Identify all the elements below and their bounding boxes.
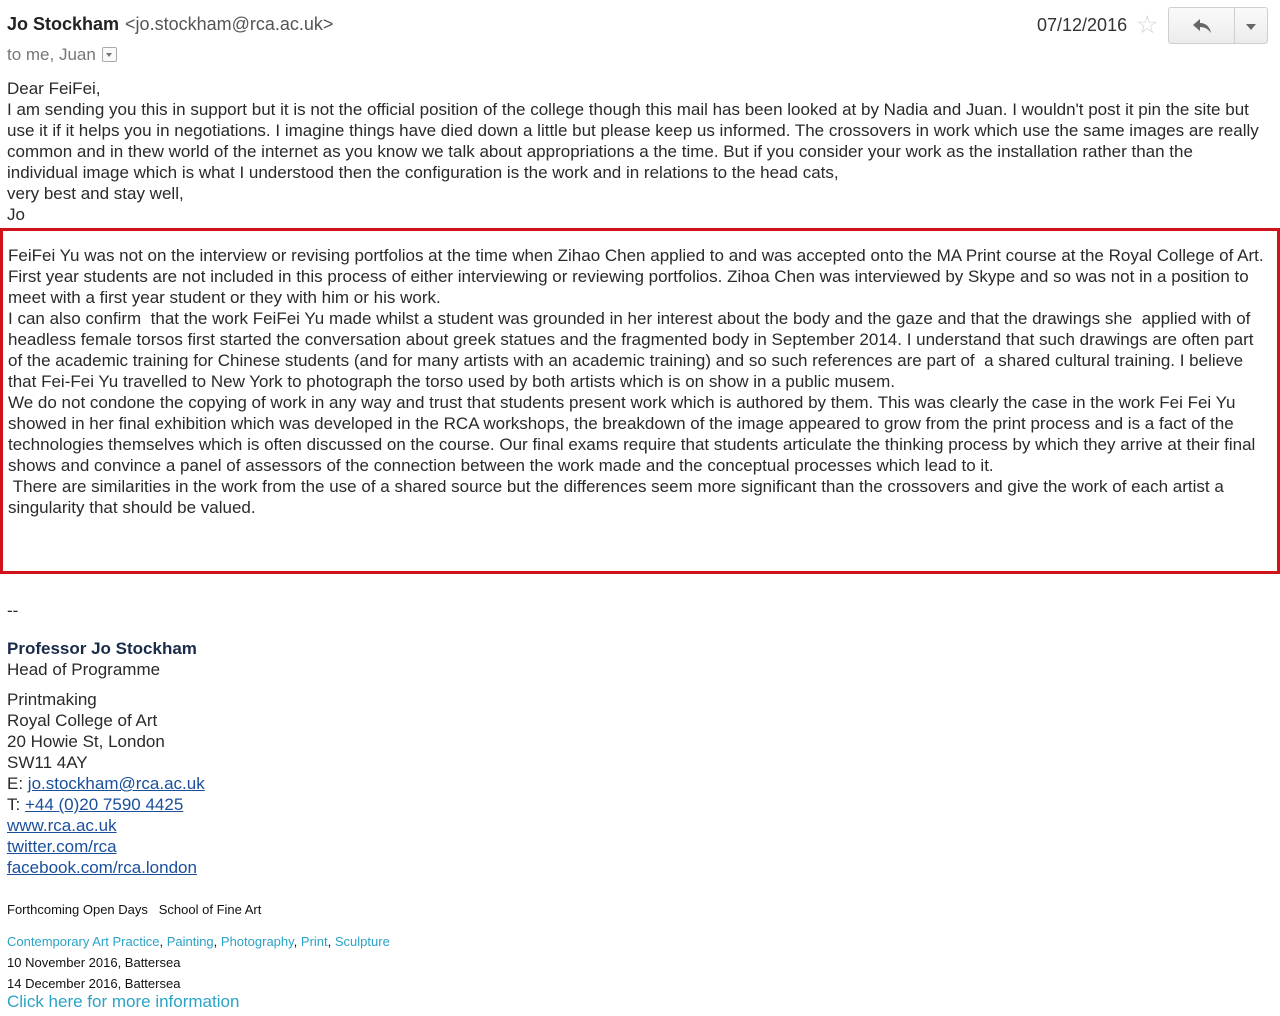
signature-title: Head of Programme [7, 660, 161, 679]
message-date: 07/12/2016 [1037, 15, 1128, 35]
programme-link[interactable]: Print [300, 934, 328, 949]
email-header [0, 0, 1280, 80]
programmes-line: Contemporary Art Practice, Painting, Photography, Print, Sculpture [7, 934, 390, 949]
signature-phone-line [7, 794, 707, 815]
signature-college: Royal College of Art [7, 711, 158, 730]
reply-icon [1191, 17, 1213, 35]
open-days-line [7, 902, 261, 917]
message-paragraph: I am sending you this in support but it is not the official position of the college though this mail has been looked at by Nadia and Juan. I wouldn't post it pin the site but use it if it helps you in negotiations. I imagine things have died down a little but please keep us informed. The crossovers in work which use the same images are really common and in thew world of the internet as you know we talk about appropriations a the time. But if you consider your work as the installation rather than the individual image which is what I understood then the configuration is the work and in relations to the head cats, [7, 100, 1259, 182]
recipients [7, 45, 117, 65]
greeting: Dear FeiFei, [7, 79, 101, 98]
website-link[interactable]: www.rca.ac.uk [7, 816, 117, 835]
school-label: School of Fine Art [158, 902, 262, 917]
open-days-label: Forthcoming Open Days [7, 902, 148, 917]
highlighted-statement [0, 228, 1280, 574]
programme-link[interactable]: Painting [166, 934, 214, 949]
signature [7, 600, 707, 878]
programme-link[interactable]: Photography [220, 934, 294, 949]
programme-link[interactable]: Contemporary Art Practice [7, 934, 160, 949]
signature-email-line [7, 773, 707, 794]
programme-link[interactable]: Sculpture [334, 934, 390, 949]
recipients-label: to me, Juan [7, 45, 96, 64]
statement-paragraph-2: I can also confirm that the work FeiFei Yu made whilst a student was grounded in her interest about the body and the gaze and that the drawings she applied with of headless female torsos first started the conversation about greek statues and the fragmented body in September 2014. I understand that such drawings are often part of the academic training for Chinese students (and for many artists with an academic training) and so such references are part of a shared cultural training. I believe that Fei-Fei Yu travelled to New York to photograph the torso used by both artists which is on show in a public musem. [8, 309, 1259, 391]
closing: very best and stay well, [7, 184, 184, 203]
email-link[interactable]: jo.stockham@rca.ac.uk [27, 774, 205, 793]
open-day-date-2: 14 December 2016, Battersea [7, 976, 181, 991]
recipient-details-dropdown[interactable] [102, 47, 117, 62]
twitter-link[interactable]: twitter.com/rca [7, 837, 117, 856]
email-prefix: E: [7, 774, 28, 793]
more-info-link[interactable]: Click here for more information [7, 992, 240, 1011]
statement-paragraph-4: There are similarities in the work from the use of a shared source but the differences seem more significant than the crossovers and give the work of each artist a singularity that should be valued. [8, 477, 1229, 517]
signature-street: 20 Howie St, London [7, 732, 165, 751]
facebook-link[interactable]: facebook.com/rca.london [7, 858, 197, 877]
statement-paragraph-1: FeiFei Yu was not on the interview or revising portfolios at the time when Zihao Chen applied to and was accepted onto the MA Print course at the Royal College of Art. First year students are not included in this process of either interviewing or reviewing portfolios. Zihoa Chen was interviewed by Skype and so was not in a position to meet with a first year student or they with him or his work. [8, 246, 1269, 307]
signoff: Jo [7, 205, 25, 224]
phone-link[interactable]: +44 (0)20 7590 4425 [24, 795, 184, 814]
signature-dept: Printmaking [7, 690, 97, 709]
reply-button[interactable] [1168, 7, 1235, 44]
open-day-date-1: 10 November 2016, Battersea [7, 955, 181, 970]
star-icon[interactable]: ☆ [1136, 11, 1159, 39]
sender-email: <jo.stockham@rca.ac.uk> [125, 14, 334, 34]
sender-name[interactable]: Jo Stockham [7, 14, 120, 34]
statement-paragraph-3: We do not condone the copying of work in any way and trust that students present work which is authored by them. This was clearly the case in the work Fei Fei Yu showed in her final exhibition which was developed in the RCA workshops, the breakdown of the image appeared to grow from the print process and is a fact of the technologies themselves which is often discussed on the course. Our final exams require that students articulate the thinking process by which they arrive at their final shows and convince a panel of assessors of the connection between the work made and the conceptual processes which lead to it. [8, 393, 1261, 475]
message-body [7, 78, 1262, 225]
signature-separator: -- [7, 601, 19, 620]
more-options-button[interactable] [1234, 7, 1268, 44]
signature-postcode: SW11 4AY [7, 753, 88, 772]
signature-name: Professor Jo Stockham [7, 639, 197, 658]
phone-prefix: T: [7, 795, 25, 814]
sender [7, 14, 333, 35]
